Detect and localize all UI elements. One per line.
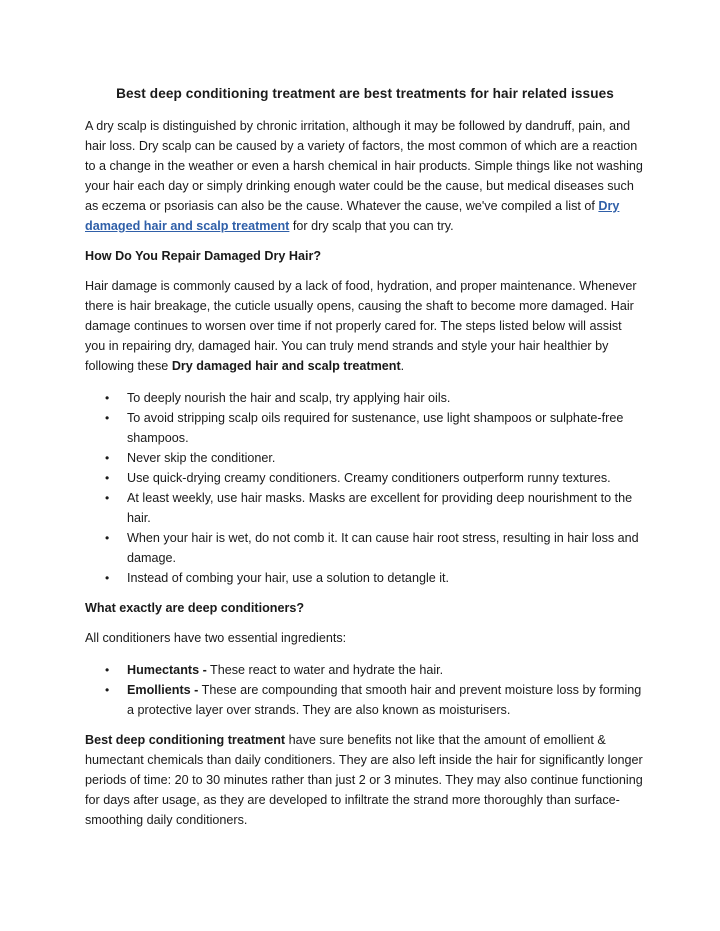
list-item: • Never skip the conditioner. (85, 448, 645, 468)
list-item: • Emollients - These are compounding that smooth hair and prevent moisture loss by forming a protective layer over strands. They are also known as moisturisers. (85, 680, 645, 720)
section-heading-repair: How Do You Repair Damaged Dry Hair? (85, 249, 322, 263)
section-heading-deep-conditioners: What exactly are deep conditioners? (85, 601, 305, 615)
bullet-icon: • (105, 571, 110, 585)
bullet-icon: • (105, 531, 110, 545)
document-page (85, 86, 645, 840)
bullet-icon: • (105, 683, 110, 697)
bullet-icon: • (105, 391, 110, 405)
document-title: Best deep conditioning treatment are best treatments for hair related issues (116, 86, 614, 101)
intro-text: A dry scalp is distinguished by chronic irritation, although it may be followed by dandruff, pain, and hair loss. Dry scalp can be caused by a variety of factors, the most common of which are a reaction to a change in the weather or even a harsh chemical in hair products. Simple things like not washing your hair each day or simply drinking enough water could be the cause, but medical diseases such as eczema or psoriasis can also be the cause. Whatever the cause, we've compiled a list of (85, 119, 643, 213)
list-item: • Humectants - These react to water and hydrate the hair. (85, 660, 645, 680)
list-item: • Use quick-drying creamy conditioners. Creamy conditioners outperform runny textures. (85, 468, 645, 488)
list-item: • To deeply nourish the hair and scalp, try applying hair oils. (85, 388, 645, 408)
list-item: • At least weekly, use hair masks. Masks are excellent for providing deep nourishment to the hair. (85, 488, 645, 528)
bullet-icon: • (105, 491, 110, 505)
repair-text-end: . (400, 359, 405, 373)
ingredient-term: Emollients - (127, 683, 199, 697)
list-item: • To avoid stripping scalp oils required for sustenance, use light shampoos or sulphate-free shampoos. (85, 408, 645, 448)
list-item: • When your hair is wet, do not comb it. It can cause hair root stress, resulting in hair loss and damage. (85, 528, 645, 568)
bullet-icon: • (105, 471, 110, 485)
bullet-icon: • (105, 451, 110, 465)
repair-paragraph (85, 276, 645, 376)
repair-text: Hair damage is commonly caused by a lack of food, hydration, and proper maintenance. Whenever there is hair breakage, the cuticle usually opens, causing the shaft to become more damaged. Hair damage continues to worsen over time if not properly cared for. The steps listed below will assist you in repairing dry, damaged hair. You can truly mend strands and style your hair healthier by following these (85, 279, 637, 373)
intro-paragraph (85, 116, 645, 236)
ingredient-term: Humectants - (127, 663, 207, 677)
closing-bold-phrase: Best deep conditioning treatment (85, 733, 286, 747)
list-item: • Instead of combing your hair, use a solution to detangle it. (85, 568, 645, 588)
closing-text: have sure benefits not like that the amount of emollient & humectant chemicals than daily conditioners. They are also left inside the hair for significantly longer periods of time: 20 to 30 minutes rather than just 2 or 3 minutes. They may also continue functioning for days after usage, as they are developed to infiltrate the strand more thoroughly than surface-smoothing daily conditioners. (85, 733, 643, 827)
ingredients-intro: All conditioners have two essential ingredients: (85, 631, 347, 645)
bullet-icon: • (105, 663, 110, 677)
repair-bold-phrase: Dry damaged hair and scalp treatment (171, 359, 401, 373)
intro-text-end: for dry scalp that you can try. (289, 219, 454, 233)
ingredients-list (85, 660, 645, 720)
closing-paragraph (85, 730, 645, 830)
dry-scalp-treatment-link[interactable]: Dry damaged hair and scalp treatment (85, 199, 620, 233)
repair-steps-list (85, 388, 645, 588)
bullet-icon: • (105, 411, 110, 425)
